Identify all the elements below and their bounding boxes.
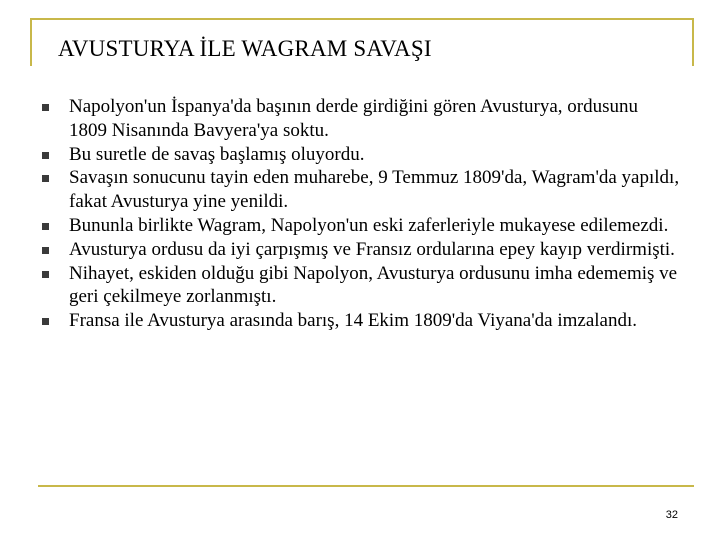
square-bullet-icon xyxy=(42,271,49,278)
bullet-list xyxy=(40,95,680,333)
bullet-text: Napolyon'un İspanya'da başının derde girdiğini gören Avusturya, ordusunu 1809 Nisanında Bavyera'ya soktu. xyxy=(69,96,638,141)
title-frame-right-rule xyxy=(692,18,694,66)
bullet-item xyxy=(40,166,680,214)
title-frame-left-rule xyxy=(30,18,32,66)
square-bullet-icon xyxy=(42,223,49,230)
square-bullet-icon xyxy=(42,104,49,111)
square-bullet-icon xyxy=(42,175,49,182)
bullet-item xyxy=(40,309,680,333)
title-frame-top-rule xyxy=(30,18,694,20)
square-bullet-icon xyxy=(42,318,49,325)
bullet-item xyxy=(40,238,680,262)
bullet-item xyxy=(40,95,680,143)
square-bullet-icon xyxy=(42,247,49,254)
bullet-item xyxy=(40,262,680,310)
bullet-text: Bununla birlikte Wagram, Napolyon'un eski zaferleriyle mukayese edilemezdi. xyxy=(69,214,669,236)
slide-title: AVUSTURYA İLE WAGRAM SAVAŞI xyxy=(58,36,432,61)
bullet-text: Avusturya ordusu da iyi çarpışmış ve Fransız ordularına epey kayıp verdirmişti. xyxy=(69,238,675,260)
bullet-text: Nihayet, eskiden olduğu gibi Napolyon, Avusturya ordusunu imha edememiş ve geri çekilmeye zorlanmıştı. xyxy=(69,262,678,308)
bullet-text: Bu suretle de savaş başlamış oluyordu. xyxy=(69,143,365,165)
bullet-item xyxy=(40,143,680,167)
footer-rule xyxy=(38,485,694,487)
bullet-text: Savaşın sonucunu tayin eden muharebe, 9 Temmuz 1809'da, Wagram'da yapıldı, fakat Avusturya yine yenildi. xyxy=(69,167,680,213)
square-bullet-icon xyxy=(42,152,49,159)
bullet-item xyxy=(40,214,680,238)
page-number: 32 xyxy=(665,509,678,521)
bullet-text: Fransa ile Avusturya arasında barış, 14 Ekim 1809'da Viyana'da imzalandı. xyxy=(69,310,637,332)
